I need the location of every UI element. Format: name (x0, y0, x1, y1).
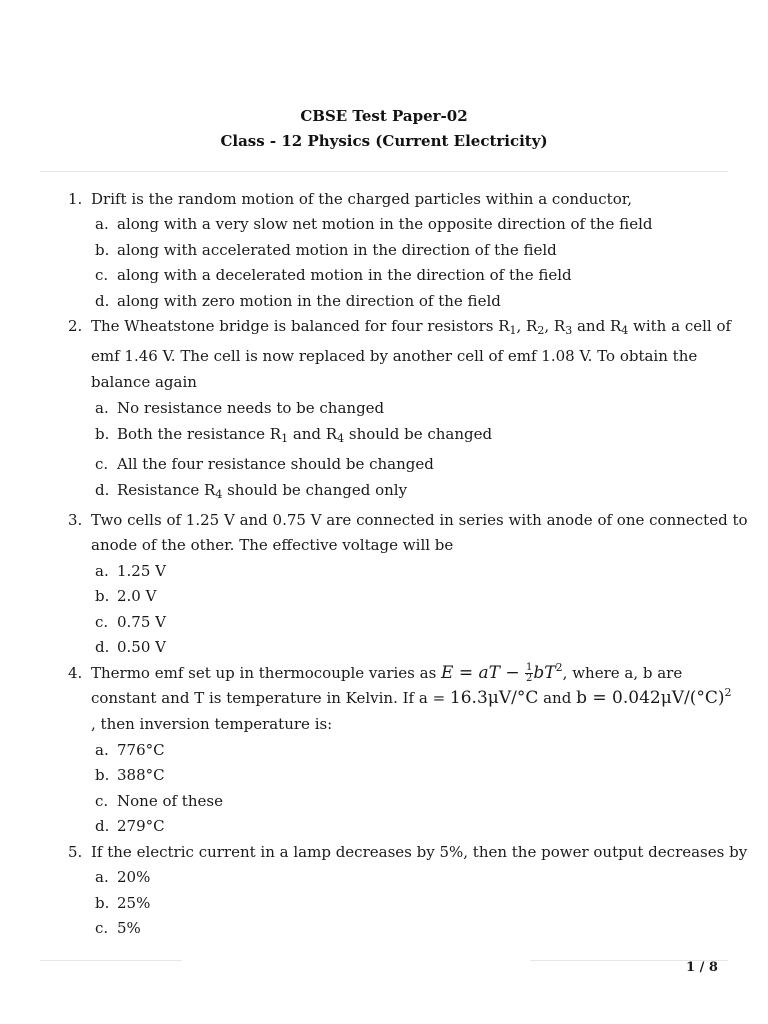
option-letter: a. (95, 562, 109, 580)
page-title: CBSE Test Paper-02 (300, 107, 468, 125)
option-letter: a. (95, 741, 109, 759)
option-text: along with zero motion in the direction of the field (117, 292, 501, 310)
option-text: along with a very slow net motion in the opposite direction of the field (117, 215, 653, 233)
page-subtitle: Class - 12 Physics (Current Electricity) (220, 132, 548, 150)
option-text: along with a decelerated motion in the direction of the field (117, 266, 572, 284)
question-number: 3. (68, 511, 83, 529)
option-text: 0.50 V (117, 638, 166, 656)
option-letter: c. (95, 455, 109, 473)
question-text: Drift is the random motion of the charged particles within a conductor, (91, 190, 633, 208)
option-letter: c. (95, 919, 109, 937)
question-number: 1. (68, 190, 83, 208)
option-text: None of these (117, 792, 223, 810)
option-text: 1.25 V (117, 562, 166, 580)
option-letter: d. (95, 292, 110, 310)
question-text: If the electric current in a lamp decreases by 5%, then the power output decreases by (91, 843, 748, 861)
question-text-line: constant and T is temperature in Kelvin. If a = 16.3μV/°C and $b = 0.042\mu V/(^\circ C)^2$ (91, 686, 732, 708)
option-letter: d. (95, 817, 110, 835)
option-letter: a. (95, 215, 109, 233)
option-letter: c. (95, 792, 109, 810)
question-text: Thermo emf set up in thermocouple varies as E = aT − $\frac{1}{2}$ $bT^2$, where a, b are (91, 661, 683, 684)
question-text-line: emf 1.46 V. The cell is now replaced by another cell of emf 1.08 V. To obtain the (91, 347, 698, 365)
question-text-line: , then inversion temperature is: (91, 715, 333, 733)
option-letter: b. (95, 241, 110, 259)
option-letter: d. (95, 481, 110, 499)
half-fraction: $\frac{1}{2}$ (526, 662, 533, 684)
option-text: Resistance $R_4$ should be changed only (117, 481, 408, 501)
question-text-line: balance again (91, 373, 197, 391)
option-text: All the four resistance should be changed (117, 455, 434, 473)
option-letter: c. (95, 613, 109, 631)
option-text: No resistance needs to be changed (117, 399, 385, 417)
option-text: 776°C (117, 741, 165, 759)
option-letter: d. (95, 638, 110, 656)
a-value: 16.3μV/°C (449, 688, 539, 708)
option-letter: b. (95, 894, 110, 912)
option-text: Both the resistance $R_1$ and $R_4$ should be changed (117, 425, 493, 445)
option-text: 25% (117, 894, 151, 912)
page-number: 1 / 8 (686, 960, 718, 975)
option-text: 0.75 V (117, 613, 166, 631)
footer-divider-left (40, 960, 182, 961)
question-number: 2. (68, 317, 83, 335)
option-letter: a. (95, 399, 109, 417)
option-text: 5% (117, 919, 141, 937)
option-text: 388°C (117, 766, 165, 784)
question-number: 4. (68, 664, 83, 682)
option-text: 20% (117, 868, 151, 886)
option-letter: c. (95, 266, 109, 284)
emf-equation: E = aT − $\frac{1}{2}$ $bT^2$ (441, 661, 563, 684)
option-text: 2.0 V (117, 587, 157, 605)
question-number: 5. (68, 843, 83, 861)
b-value: $b = 0.042\mu V/(^\circ C)^2$ (576, 686, 732, 708)
option-text: along with accelerated motion in the direction of the field (117, 241, 557, 259)
question-text: The Wheatstone bridge is balanced for four resistors $R_1$, $R_2$, $R_3$ and $R_4$ with a cell of (91, 317, 732, 337)
question-text-line: anode of the other. The effective voltage will be (91, 536, 454, 554)
option-letter: b. (95, 425, 110, 443)
question-text: Two cells of 1.25 V and 0.75 V are connected in series with anode of one connected to (91, 511, 748, 529)
option-letter: a. (95, 868, 109, 886)
option-letter: b. (95, 766, 110, 784)
option-text: 279°C (117, 817, 165, 835)
header-divider (40, 171, 728, 172)
option-letter: b. (95, 587, 110, 605)
